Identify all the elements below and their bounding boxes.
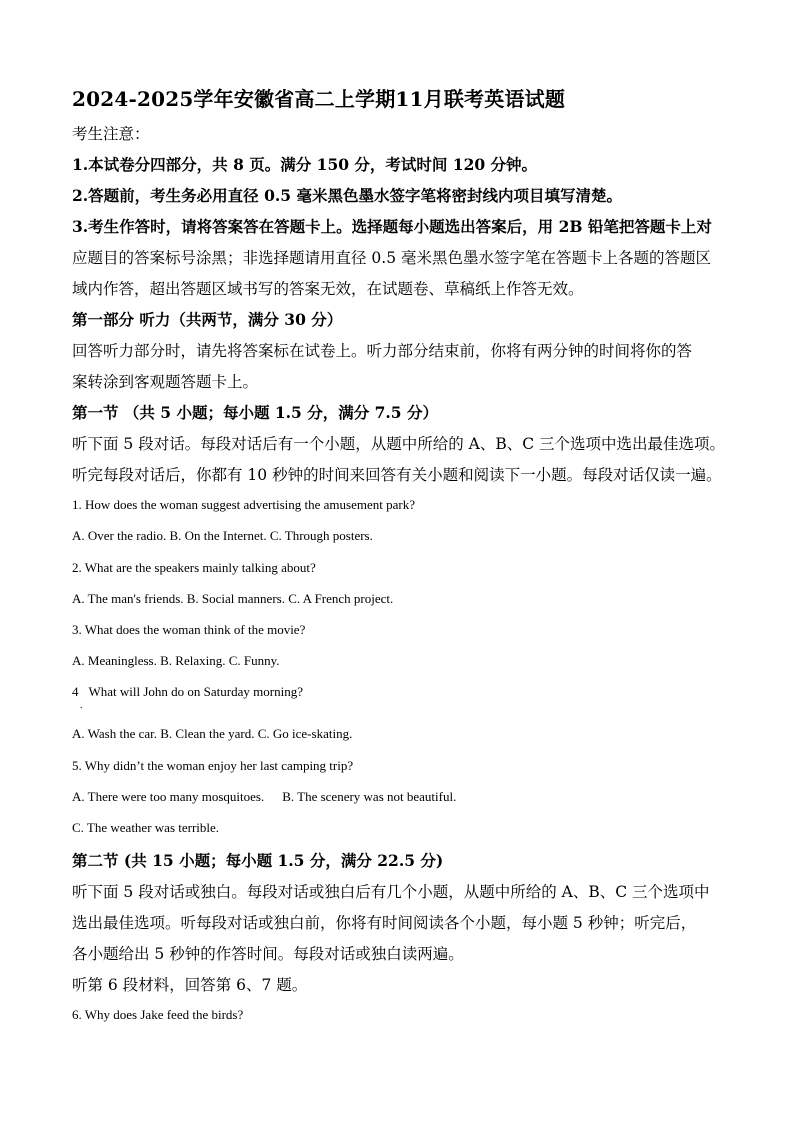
notice-item-3-line-1: 3.考生作答时，请将答案答在答题卡上。选择题每小题选出答案后，用 2B 铅笔把答题卡上对 <box>72 217 712 236</box>
section2-heading: 第二节 (共 15 小题；每小题 1.5 分，满分 22.5 分) <box>72 851 444 870</box>
question-4-options: A. Wash the car. B. Clean the yard. C. Go ice-skating. <box>72 726 353 741</box>
question-5-option-a: A. There were too many mosquitoes. <box>72 789 265 804</box>
question-5-options <box>72 789 456 805</box>
question-4 <box>72 684 303 700</box>
question-1: 1. How does the woman suggest advertising the amusement park? <box>72 497 415 512</box>
section1-heading: 第一节 （共 5 小题；每小题 1.5 分，满分 7.5 分） <box>72 403 438 422</box>
section1-instructions-line-1: 听下面 5 段对话。每段对话后有一个小题，从题中所给的 A、B、C 三个选项中选出最佳选项。 <box>72 435 726 453</box>
question-3: 3. What does the woman think of the movie? <box>72 622 306 637</box>
question-6: 6. Why does Jake feed the birds? <box>72 1007 244 1022</box>
part1-heading: 第一部分 听力（共两节，满分 30 分） <box>72 310 343 329</box>
question-2: 2. What are the speakers mainly talking about? <box>72 560 316 575</box>
notice-item-1: 1.本试卷分四部分，共 8 页。满分 150 分，考试时间 120 分钟。 <box>72 155 538 174</box>
question-3-options: A. Meaningless. B. Relaxing. C. Funny. <box>72 653 280 668</box>
section2-instructions-line-2: 选出最佳选项。听每段对话或独白前，你将有时间阅读各个小题，每小题 5 秒钟；听完后， <box>72 914 697 932</box>
part1-intro-line-1: 回答听力部分时，请先将答案标在试卷上。听力部分结束前，你将有两分钟的时间将你的答 <box>72 342 693 360</box>
question-4-text: What will John do on Saturday morning? <box>88 684 303 699</box>
notice-item-2: 2.答题前，考生务必用直径 0.5 毫米黑色墨水签字笔将密封线内项目填写清楚。 <box>72 186 622 205</box>
part1-intro-line-2: 案转涂到客观题答题卡上。 <box>72 373 259 391</box>
question-4-dot: . <box>80 700 83 711</box>
section2-instructions-line-3: 各小题给出 5 秒钟的作答时间。每段对话或独白读两遍。 <box>72 945 464 963</box>
question-5: 5. Why didn’t the woman enjoy her last camping trip? <box>72 758 354 773</box>
notice-item-3-line-3: 域内作答，超出答题区域书写的答案无效，在试题卷、草稿纸上作答无效。 <box>72 280 584 298</box>
notice-item-3-line-2: 应题目的答案标号涂黑；非选择题请用直径 0.5 毫米黑色墨水签字笔在答题卡上各题的答题区 <box>72 249 712 267</box>
question-5-option-b: B. The scenery was not beautiful. <box>282 789 457 804</box>
question-1-options: A. Over the radio. B. On the Internet. C. Through posters. <box>72 528 373 543</box>
material-6-heading: 听第 6 段材料，回答第 6、7 题。 <box>72 976 308 994</box>
section1-instructions-line-2: 听完每段对话后，你都有 10 秒钟的时间来回答有关小题和阅读下一小题。每段对话仅读一遍。 <box>72 466 722 484</box>
notice-heading: 考生注意： <box>72 125 150 143</box>
question-2-options: A. The man's friends. B. Social manners. C. A French project. <box>72 591 394 606</box>
question-4-number: 4 <box>72 684 79 699</box>
section2-instructions-line-1: 听下面 5 段对话或独白。每段对话或独白后有几个小题，从题中所给的 A、B、C 三个选项中 <box>72 883 710 901</box>
question-5-option-c: C. The weather was terrible. <box>72 820 220 835</box>
exam-title: 2024-2025学年安徽省高二上学期11月联考英语试题 <box>72 87 566 111</box>
